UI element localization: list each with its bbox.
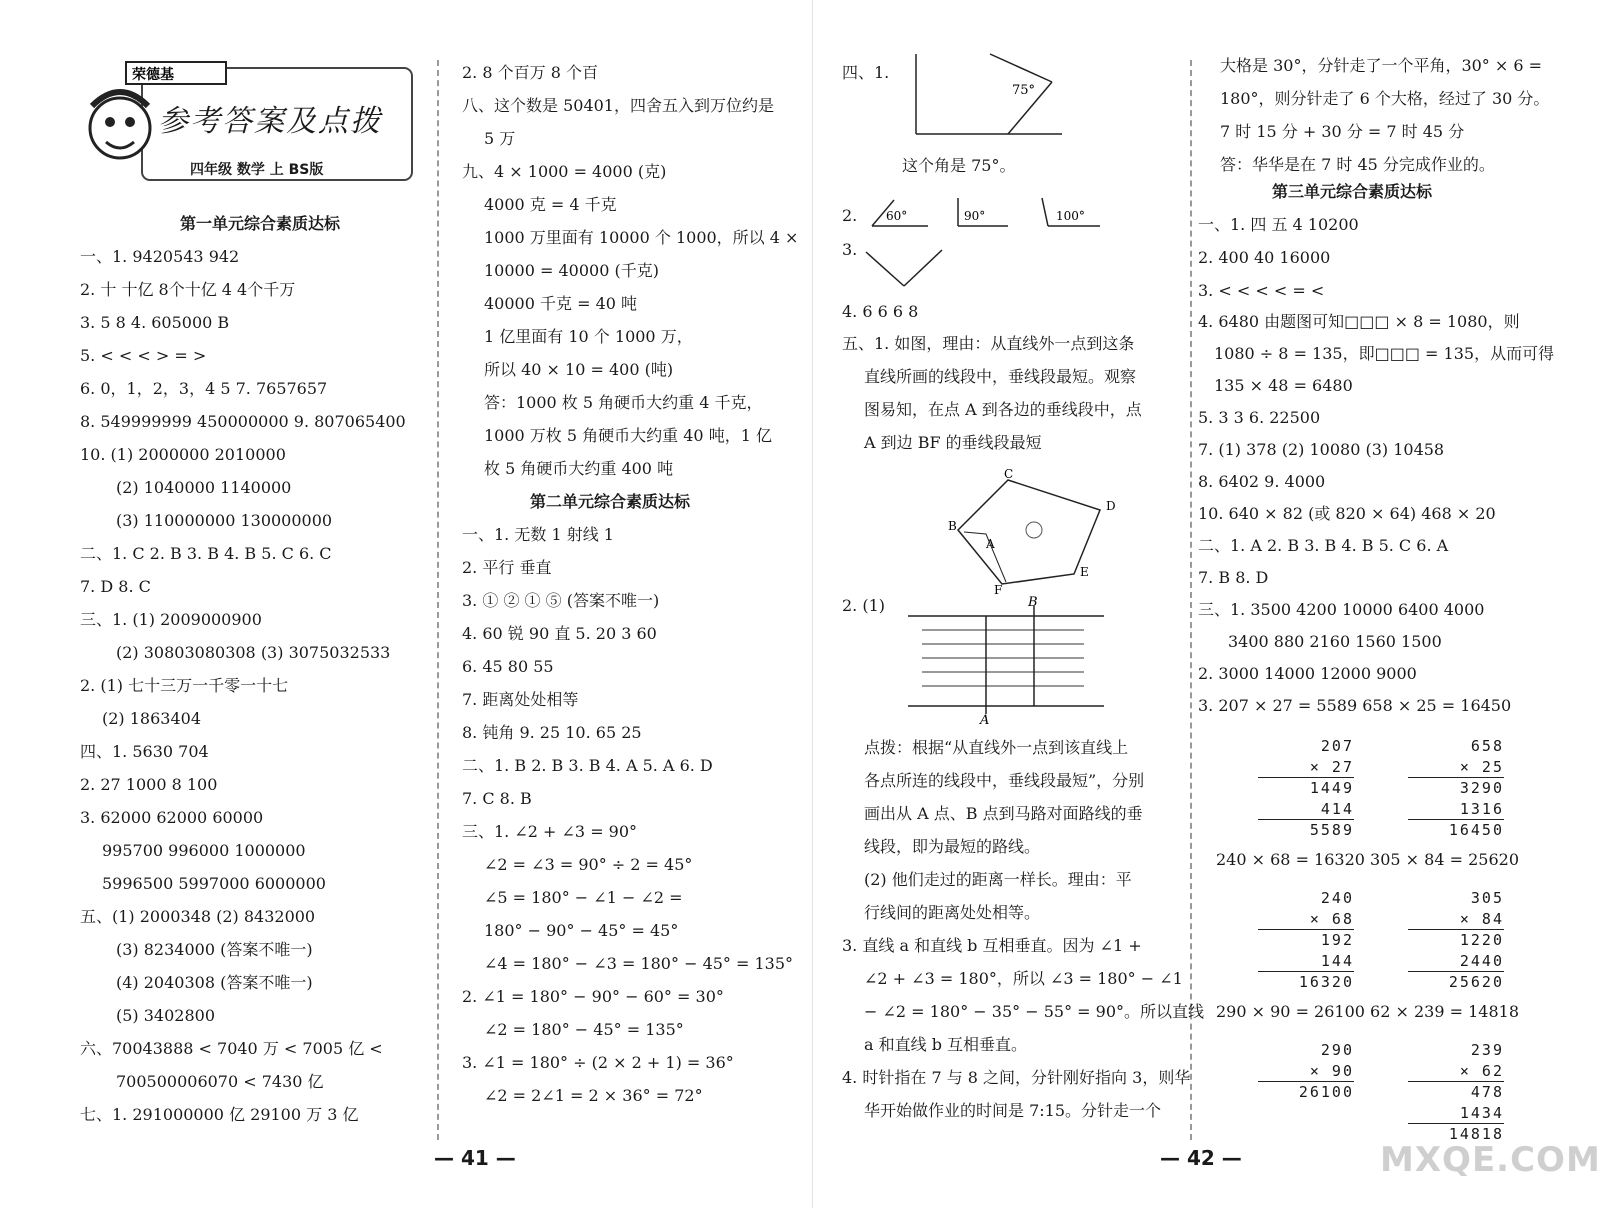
answer-line: 一、1. 无数 1 射线 1 xyxy=(462,525,614,544)
answer-line: 10. (1) 2000000 2010000 xyxy=(80,445,286,464)
answer-line: 四、1. xyxy=(842,63,890,82)
vertex-label: F xyxy=(994,583,1003,597)
answer-line: 8. 6402 9. 4000 xyxy=(1198,472,1326,491)
answer-line: 6. 45 80 55 xyxy=(462,657,554,676)
answer-line: 3. ① ② ① ⑤ (答案不唯一) xyxy=(462,591,660,610)
answer-line: 3. ∠1 = 180° ÷ (2 × 2 + 1) = 36° xyxy=(462,1053,734,1072)
answer-line: 7. C 8. B xyxy=(462,789,532,808)
angle-label: 100° xyxy=(1056,209,1085,223)
answer-line: 七、1. 291000000 亿 29100 万 3 亿 xyxy=(80,1105,359,1124)
angle-label: 90° xyxy=(964,209,986,223)
answer-line: 3. 62000 62000 60000 xyxy=(80,808,264,827)
answer-line: 华开始做作业的时间是 7:15。分针走一个 xyxy=(864,1101,1162,1120)
answer-line: 一、1. 四 五 4 10200 xyxy=(1198,215,1359,234)
answer-line: 三、1. ∠2 + ∠3 = 90° xyxy=(462,822,638,841)
vertical-calc-row: 26100 xyxy=(1298,1083,1354,1101)
answer-line: 10. 640 × 82 (或 820 × 64) 468 × 20 xyxy=(1198,504,1496,523)
answer-line: 3. < < < < = < xyxy=(1198,281,1325,300)
banner-logo-text: 荣德基 xyxy=(132,67,174,83)
vertical-calc-row: × 27 xyxy=(1258,757,1354,778)
answer-line: 8. 549999999 450000000 9. 807065400 xyxy=(80,412,406,431)
vertical-calc-row: 1449 xyxy=(1309,779,1354,797)
answer-line: 三、1. 3500 4200 10000 6400 4000 xyxy=(1198,600,1485,619)
answer-line: 这个角是 75°。 xyxy=(902,156,1016,175)
page-subtitle: 四年级 数学 上 BS版 xyxy=(190,162,324,178)
answer-line: 所以 40 × 10 = 400 (吨) xyxy=(484,360,674,379)
vertical-calc-row: × 68 xyxy=(1258,909,1354,930)
answer-line: 三、1. (1) 2009000900 xyxy=(80,610,262,629)
answer-line: 3. 直线 a 和直线 b 互相垂直。因为 ∠1 + xyxy=(842,936,1142,955)
answer-line: − ∠2 = 180° − 35° − 55° = 90°。所以直线 xyxy=(864,1002,1205,1021)
vertex-label: D xyxy=(1106,499,1116,513)
answer-line: 枚 5 角硬币大约重 400 吨 xyxy=(484,459,674,478)
answer-line: (2) 他们走过的距离一样长。理由：平 xyxy=(864,870,1132,889)
answer-line: 240 × 68 = 16320 305 × 84 = 25620 xyxy=(1216,850,1519,869)
column-divider xyxy=(1190,60,1192,1140)
answer-line: (3) 8234000 (答案不唯一) xyxy=(116,940,313,959)
answer-line: 2. (1) 七十三万一千零一十七 xyxy=(80,676,289,695)
answer-line: 各点所连的线段中，垂线段最短”，分别 xyxy=(864,771,1145,790)
vertical-calc-row: 290 xyxy=(1320,1041,1354,1059)
vertical-calc-row: 1316 xyxy=(1408,799,1504,820)
answer-line: 3. xyxy=(842,240,858,259)
answer-line: (3) 110000000 130000000 xyxy=(116,511,333,530)
answer-line: 2. ∠1 = 180° − 90° − 60° = 30° xyxy=(462,987,724,1006)
answer-line: 7. D 8. C xyxy=(80,577,151,596)
answer-line: 一、1. 9420543 942 xyxy=(80,247,240,266)
answer-line: 六、70043888 < 7040 万 < 7005 亿 < xyxy=(80,1039,383,1058)
answer-line: ∠2 + ∠3 = 180°，所以 ∠3 = 180° − ∠1 xyxy=(864,969,1183,988)
answer-line: 5. < < < > = > xyxy=(80,346,207,365)
answer-line: 7. (1) 378 (2) 10080 (3) 10458 xyxy=(1198,440,1445,459)
answer-line: 二、1. B 2. B 3. B 4. A 5. A 6. D xyxy=(462,756,713,775)
answer-line: 答：华华是在 7 时 45 分完成作业的。 xyxy=(1220,155,1495,174)
answer-line: 1080 ÷ 8 = 135，即□□□ = 135，从而可得 xyxy=(1214,344,1555,363)
answer-line: 290 × 90 = 26100 62 × 239 = 14818 xyxy=(1216,1002,1519,1021)
answer-line: (4) 2040308 (答案不唯一) xyxy=(116,973,313,992)
answer-line: 2. xyxy=(842,206,858,225)
answer-line: 二、1. C 2. B 3. B 4. B 5. C 6. C xyxy=(80,544,332,563)
answer-line: 2. 十 十亿 8个十亿 4 4个千万 xyxy=(80,280,296,299)
answer-line: 3. 5 8 4. 605000 B xyxy=(80,313,230,332)
answer-line: 画出从 A 点、B 点到马路对面路线的垂 xyxy=(864,804,1143,823)
answer-line: (5) 3402800 xyxy=(116,1006,216,1025)
answer-line: 2. 27 1000 8 100 xyxy=(80,775,218,794)
vertical-calc-row: 16450 xyxy=(1448,821,1504,839)
vertical-calc-row: 144 xyxy=(1258,951,1354,972)
answer-line: 7 时 15 分 + 30 分 = 7 时 45 分 xyxy=(1220,122,1465,141)
angle-label: 75° xyxy=(1012,83,1036,98)
answer-line: 4. 6 6 6 8 xyxy=(842,302,919,321)
answer-line: (2) 1040000 1140000 xyxy=(116,478,292,497)
vertical-calc-row: 478 xyxy=(1470,1083,1504,1101)
vertical-calc-row: 239 xyxy=(1470,1041,1504,1059)
point-label: A xyxy=(980,713,990,728)
answer-line: 1 亿里面有 10 个 1000 万， xyxy=(484,327,693,346)
answer-line: 2. 3000 14000 12000 9000 xyxy=(1198,664,1417,683)
answer-line: 5996500 5997000 6000000 xyxy=(102,874,326,893)
vertical-calc-row: × 62 xyxy=(1408,1061,1504,1082)
answer-line: (2) 30803080308 (3) 3075032533 xyxy=(116,643,391,662)
answer-line: 四、1. 5630 704 xyxy=(80,742,209,761)
column-divider xyxy=(437,60,439,1140)
answer-line: ∠2 = 2∠1 = 2 × 36° = 72° xyxy=(484,1086,703,1105)
answer-line: 图易知，在点 A 到各边的垂线段中，点 xyxy=(864,400,1142,419)
answer-line: 大格是 30°，分针走了一个平角，30° × 6 = xyxy=(1220,56,1543,75)
answer-line: 线段，即为最短的路线。 xyxy=(864,837,1041,856)
vertical-calc-row: 14818 xyxy=(1448,1125,1504,1143)
vertex-label: B xyxy=(948,519,957,533)
answer-line: 直线所画的线段中，垂线段最短。观察 xyxy=(864,367,1137,386)
section-heading: 第一单元综合素质达标 xyxy=(180,214,341,233)
vertical-calc-row: 25620 xyxy=(1448,973,1504,991)
answer-line: 995700 996000 1000000 xyxy=(102,841,306,860)
answer-line: 5 万 xyxy=(484,129,516,148)
vertical-calc-row: × 90 xyxy=(1258,1061,1354,1082)
vertical-calc-row: 240 xyxy=(1320,889,1354,907)
vertical-calc-row: × 25 xyxy=(1408,757,1504,778)
answer-line: a 和直线 b 互相垂直。 xyxy=(864,1035,1028,1054)
answer-line: 8. 钝角 9. 25 10. 65 25 xyxy=(462,723,642,742)
vertical-calc-row: 3290 xyxy=(1459,779,1504,797)
answer-line: ∠2 = 180° − 45° = 135° xyxy=(484,1020,684,1039)
watermark: MXQE.COM xyxy=(1380,1140,1601,1180)
answer-line: 2. 8 个百万 8 个百 xyxy=(462,63,598,82)
vertical-calc-row: 2440 xyxy=(1408,951,1504,972)
answer-line: 4000 克 = 4 千克 xyxy=(484,195,617,214)
vertex-label: A xyxy=(986,537,995,551)
vertical-calc-row: 5589 xyxy=(1309,821,1354,839)
answer-line: 7. 距离处处相等 xyxy=(462,690,579,709)
vertical-calc-row: 207 xyxy=(1320,737,1354,755)
vertical-calc-row: 1220 xyxy=(1459,931,1504,949)
answer-line: 3400 880 2160 1560 1500 xyxy=(1228,632,1442,651)
answer-line: 700500006070 < 7430 亿 xyxy=(116,1072,324,1091)
answer-line: 答：1000 枚 5 角硬币大约重 4 千克， xyxy=(484,393,763,412)
vertical-calc-row: 414 xyxy=(1258,799,1354,820)
answer-line: 五、1. 如图，理由：从直线外一点到这条 xyxy=(842,334,1135,353)
answer-line: 5. 3 3 6. 22500 xyxy=(1198,408,1321,427)
answer-line: ∠5 = 180° − ∠1 − ∠2 = xyxy=(484,888,683,907)
page-title: 参考答案及点拨 xyxy=(158,104,382,139)
answer-line: 10000 = 40000 (千克) xyxy=(484,261,659,280)
answer-line: 3. 207 × 27 = 5589 658 × 25 = 16450 xyxy=(1198,696,1512,715)
answer-line: 2. 400 40 16000 xyxy=(1198,248,1331,267)
answer-line: 4. 6480 由题图可知□□□ × 8 = 1080，则 xyxy=(1198,312,1520,331)
vertical-calc-row: × 84 xyxy=(1408,909,1504,930)
point-label: B xyxy=(1028,595,1038,610)
angle-label: 60° xyxy=(886,209,908,223)
answer-line: 五、(1) 2000348 (2) 8432000 xyxy=(80,907,316,926)
right-angle-figure xyxy=(862,246,962,296)
angles-drawn-figure xyxy=(868,196,1108,236)
answer-line: 7. B 8. D xyxy=(1198,568,1269,587)
vertex-label: E xyxy=(1080,565,1089,579)
section-heading: 第三单元综合素质达标 xyxy=(1272,182,1433,201)
answer-line: 135 × 48 = 6480 xyxy=(1214,376,1353,395)
answer-line: ∠2 = ∠3 = 90° ÷ 2 = 45° xyxy=(484,855,693,874)
answer-line: 4. 时针指在 7 与 8 之间，分针刚好指向 3，则华 xyxy=(842,1068,1191,1087)
pentagon-figure xyxy=(948,467,1130,597)
vertical-calc-row: 305 xyxy=(1470,889,1504,907)
angle-75-figure xyxy=(912,50,1072,140)
answer-line: 180° − 90° − 45° = 45° xyxy=(484,921,679,940)
vertical-calc-row: 1434 xyxy=(1408,1103,1504,1124)
vertical-calc-row: 658 xyxy=(1470,737,1504,755)
page-number-right: — 42 — xyxy=(1160,1146,1242,1170)
page-number-left: — 41 — xyxy=(434,1146,516,1170)
vertical-calc-row: 16320 xyxy=(1298,973,1354,991)
answer-line: 八、这个数是 50401，四舍五入到万位约是 xyxy=(462,96,774,115)
section-heading: 第二单元综合素质达标 xyxy=(530,492,691,511)
answer-line: 6. 0，1，2，3，4 5 7. 7657657 xyxy=(80,379,328,398)
vertex-label: C xyxy=(1004,467,1014,481)
answer-line: 40000 千克 = 40 吨 xyxy=(484,294,638,313)
answer-line: 2. (1) xyxy=(842,596,886,615)
answer-line: 180°，则分针走了 6 个大格，经过了 30 分。 xyxy=(1220,89,1550,108)
answer-line: 1000 万里面有 10000 个 1000，所以 4 × xyxy=(484,228,799,247)
page-spine xyxy=(812,0,813,1208)
answer-line: 九、4 × 1000 = 4000 (克) xyxy=(462,162,667,181)
answer-line: (2) 1863404 xyxy=(102,709,202,728)
road-figure xyxy=(908,594,1108,726)
answer-line: 行线间的距离处处相等。 xyxy=(864,903,1041,922)
answer-line: A 到边 BF 的垂线段最短 xyxy=(864,433,1042,452)
answer-line: 1000 万枚 5 角硬币大约重 40 吨，1 亿 xyxy=(484,426,772,445)
answer-line: 2. 平行 垂直 xyxy=(462,558,552,577)
vertical-calc-row: 192 xyxy=(1320,931,1354,949)
answer-line: 二、1. A 2. B 3. B 4. B 5. C 6. A xyxy=(1198,536,1449,555)
answer-line: ∠4 = 180° − ∠3 = 180° − 45° = 135° xyxy=(484,954,794,973)
answer-line: 4. 60 锐 90 直 5. 20 3 60 xyxy=(462,624,657,643)
answer-line: 点拨：根据“从直线外一点到该直线上 xyxy=(864,738,1129,757)
